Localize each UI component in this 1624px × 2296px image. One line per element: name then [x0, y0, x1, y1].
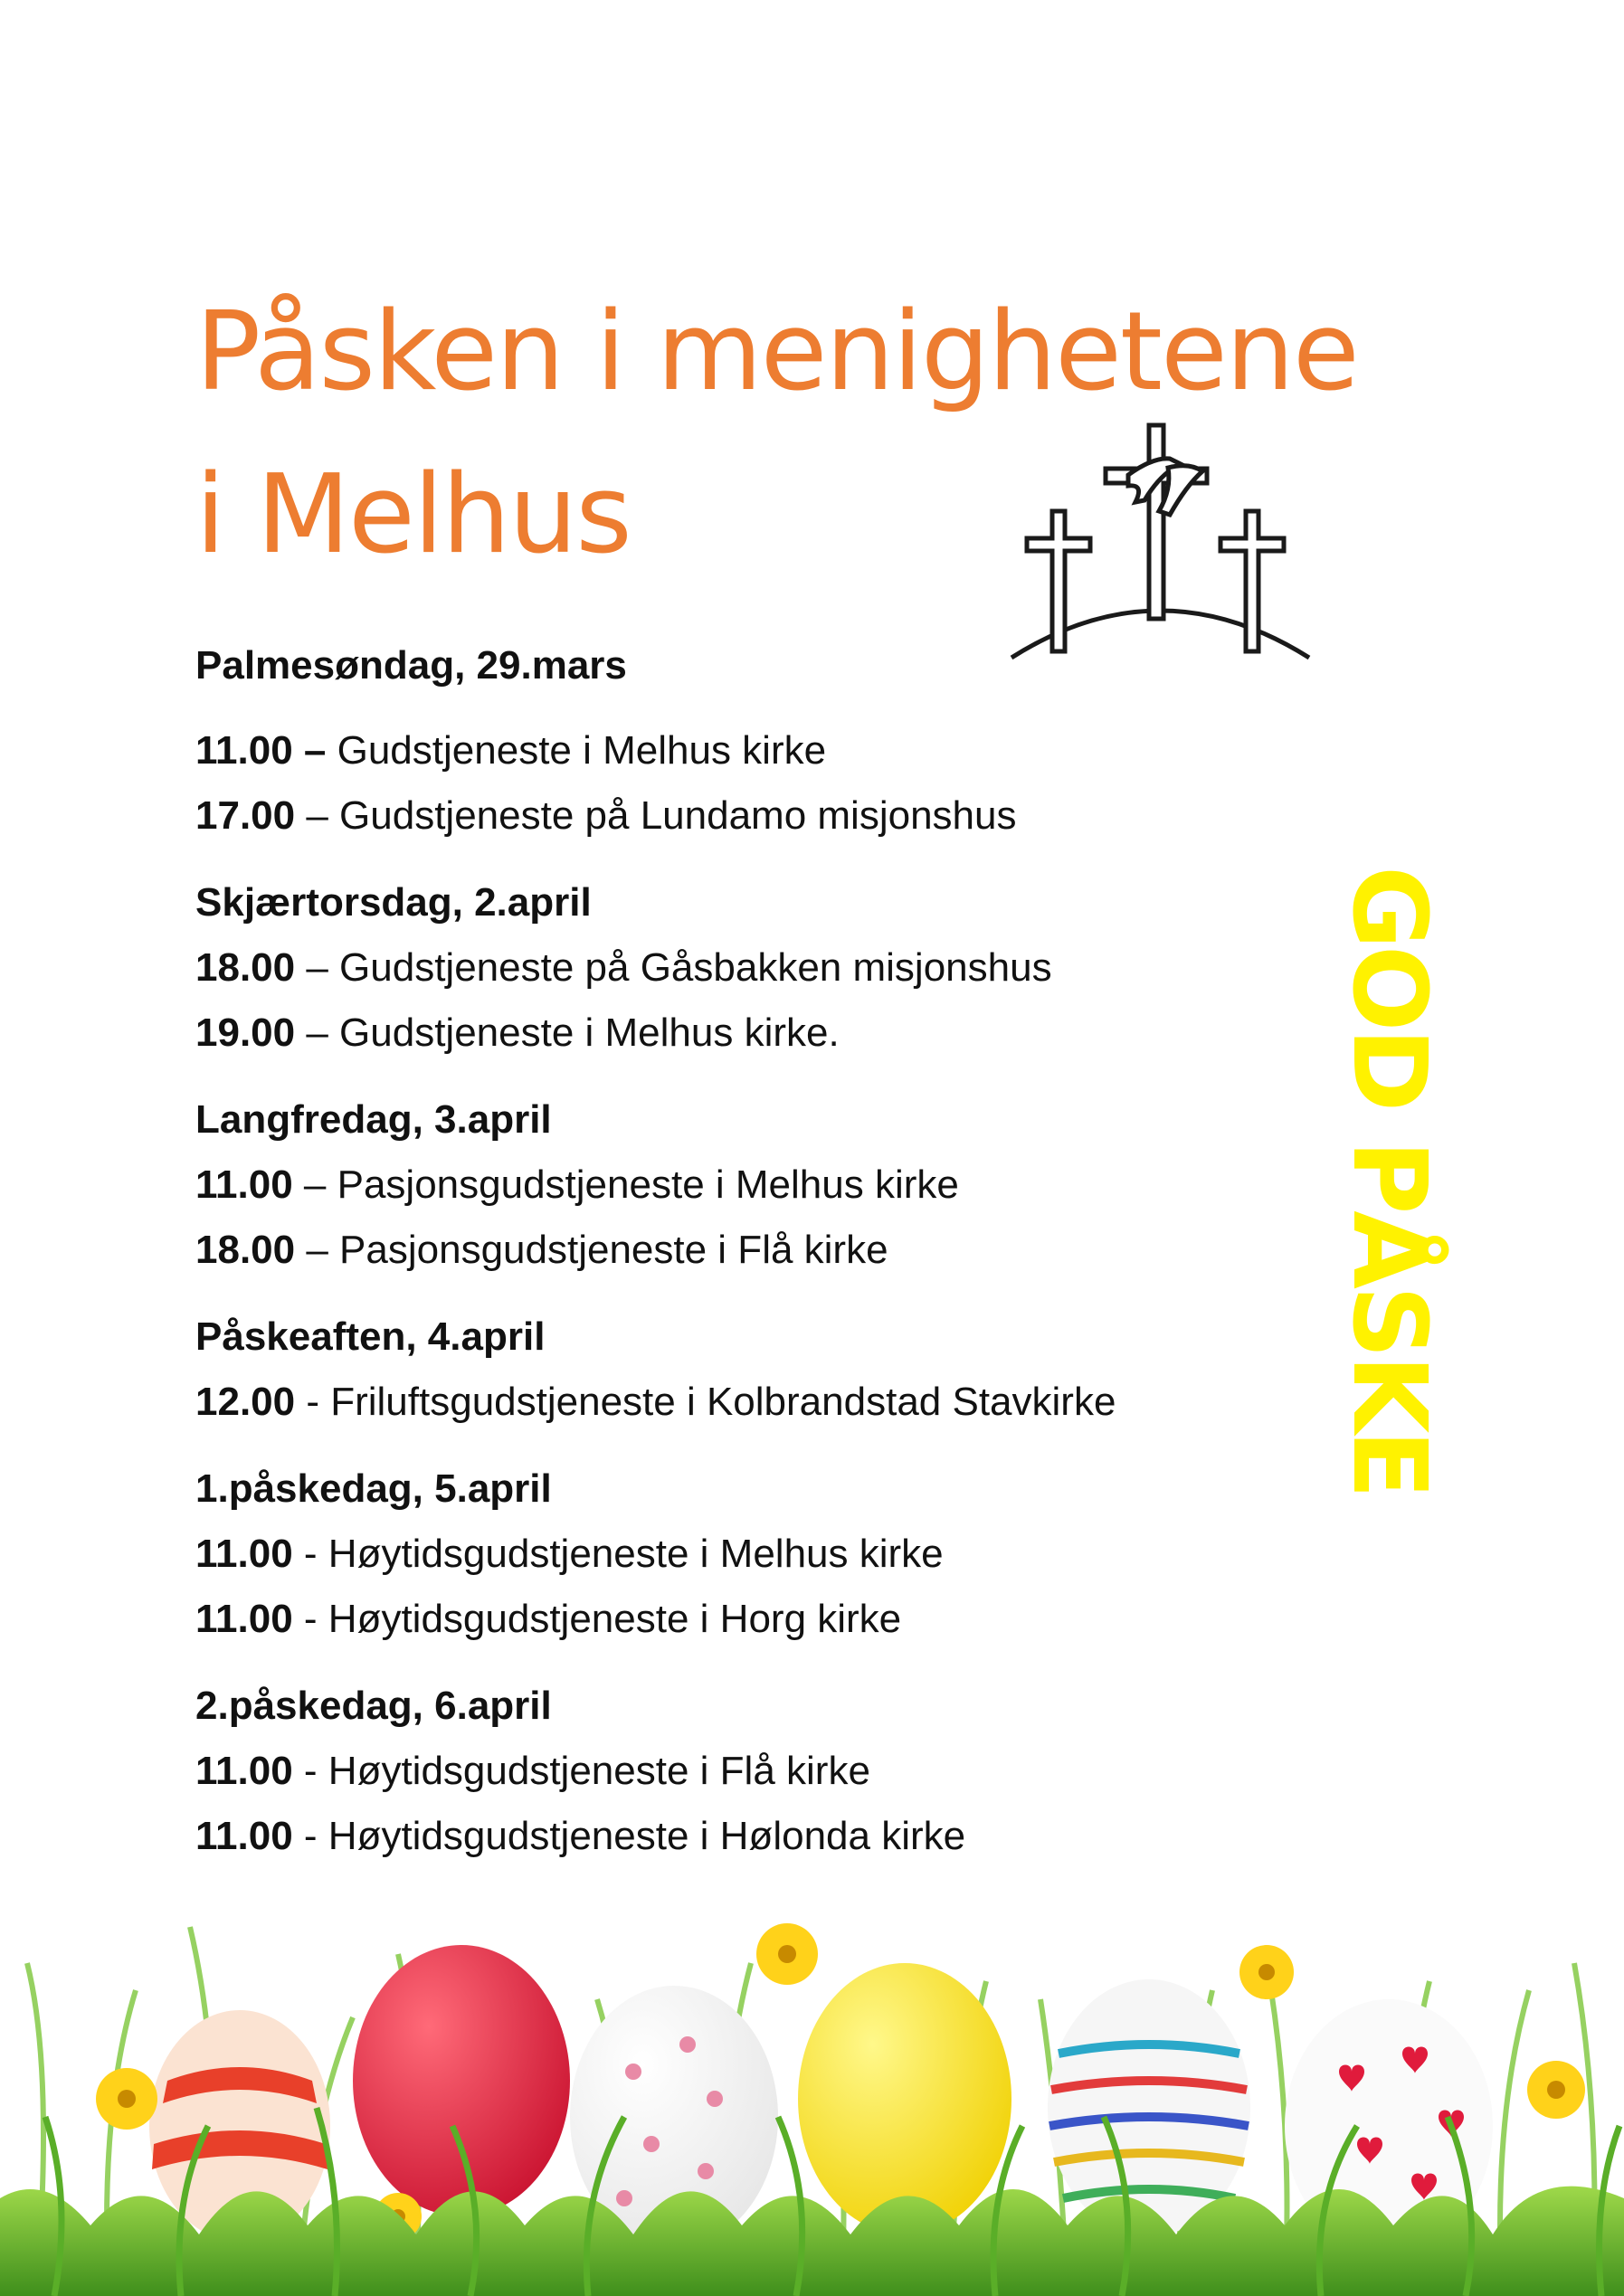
event-text: Høytidsgudstjeneste i Hølonda kirke [328, 1814, 966, 1858]
event-text: Pasjonsgudstjeneste i Melhus kirke [337, 1162, 959, 1207]
event-time: 11.00 [195, 1532, 293, 1576]
event-row [195, 783, 1335, 849]
title-line-1: Påsken i menighetene [195, 289, 1358, 415]
event-time: 12.00 [195, 1380, 296, 1424]
event-time: 11.00 [195, 728, 293, 773]
easter-eggs-grass-image [0, 1692, 1624, 2296]
event-separator: - [295, 1380, 331, 1424]
event-time: 11.00 [195, 1749, 293, 1793]
day-heading: 2.påskedag, 6.april [195, 1684, 552, 1728]
event-time: 11.00 [195, 1597, 293, 1641]
day-section [195, 633, 1335, 849]
event-separator: – [295, 1228, 340, 1272]
event-time: 17.00 [195, 793, 296, 838]
event-separator: - [292, 1597, 328, 1641]
event-text: Høytidsgudstjeneste i Horg kirke [328, 1597, 902, 1641]
event-time: 11.00 [195, 1162, 293, 1207]
event-separator: – [292, 1162, 337, 1207]
event-time: 19.00 [195, 1010, 296, 1055]
event-time: 18.00 [195, 1228, 296, 1272]
day-heading: 1.påskedag, 5.april [195, 1466, 552, 1511]
event-text: Gudstjeneste i Melhus kirke [337, 728, 827, 773]
day-section [195, 1087, 1335, 1283]
event-row [195, 935, 1335, 1001]
event-text: Høytidsgudstjeneste i Melhus kirke [328, 1532, 944, 1576]
event-separator: – [295, 945, 340, 990]
event-separator: - [292, 1814, 328, 1858]
event-row [195, 1153, 1335, 1218]
title-line-2: i Melhus [195, 452, 631, 578]
side-banner [1330, 866, 1448, 1495]
event-row [195, 1522, 1335, 1587]
event-row [195, 1370, 1335, 1435]
day-heading: Skjærtorsdag, 2.april [195, 880, 592, 925]
event-text: Gudstjeneste i Melhus kirke. [339, 1010, 840, 1055]
event-row [195, 1587, 1335, 1652]
event-row [195, 718, 1335, 783]
event-text: Gudstjeneste på Lundamo misjonshus [339, 793, 1017, 838]
event-separator: – [295, 793, 340, 838]
day-section [195, 870, 1335, 1066]
event-row [195, 1001, 1335, 1066]
event-separator: – [295, 1010, 340, 1055]
event-time: 18.00 [195, 945, 296, 990]
event-separator: - [292, 1532, 328, 1576]
day-section [195, 1456, 1335, 1652]
event-text: Høytidsgudstjeneste i Flå kirke [328, 1749, 870, 1793]
event-text: Gudstjeneste på Gåsbakken misjonshus [339, 945, 1052, 990]
day-section [195, 1305, 1335, 1435]
event-text: Friluftsgudstjeneste i Kolbrandstad Stavkirke [330, 1380, 1116, 1424]
day-heading: Langfredag, 3.april [195, 1097, 552, 1142]
event-time: 11.00 [195, 1814, 293, 1858]
side-banner-text: GOD PÅSKE [1330, 866, 1448, 1495]
day-heading: Palmesøndag, 29.mars [195, 643, 627, 688]
event-text: Pasjonsgudstjeneste i Flå kirke [339, 1228, 888, 1272]
event-separator: – [292, 728, 337, 773]
event-row [195, 1218, 1335, 1283]
event-separator: - [292, 1749, 328, 1793]
day-heading: Påskeaften, 4.april [195, 1314, 546, 1359]
three-crosses-icon [1009, 421, 1312, 660]
